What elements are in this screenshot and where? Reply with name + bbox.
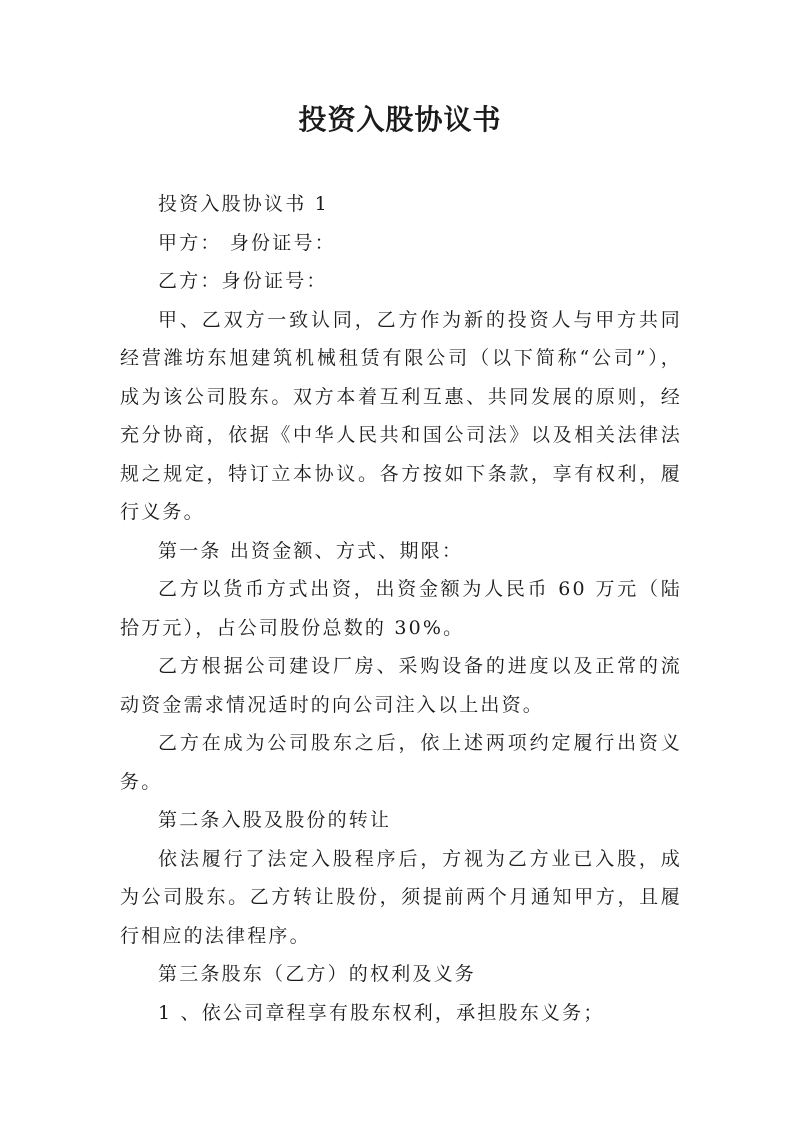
document-title: 投资入股协议书 [298,103,502,136]
article-1-clause-3: 乙方在成为公司股东之后，依上述两项约定履行出资义务。 [120,732,682,793]
article-3-item-1: 1 、依公司章程享有股东权利，承担股东义务； [158,1001,605,1024]
article-3-heading: 第三条股东（乙方）的权利及义务 [158,963,477,985]
document-body [120,185,682,1032]
article-1-heading: 第一条 出资金额、方式、期限： [158,539,464,562]
paragraph-party-a: 甲方： 身份证号： [158,231,336,254]
paragraph-preamble: 甲、乙双方一致认同，乙方作为新的投资人与甲方共同经营潍坊东旭建筑机械租赁有限公司（以下简称“公司”），成为该公司股东。双方本着互利互惠、共同发展的原则，经充分协商，依据《中华人民共和国公司法》以及相关法律法规之规定，特订立本协议。各方按如下条款，享有权利，履行义务。 [120,308,682,523]
article-1-clause-1: 乙方以货币方式出资，出资金额为人民币 60 万元（陆拾万元），占公司股份总数的 30%。 [120,578,682,639]
paragraph-party-b: 乙方：身份证号： [158,270,328,292]
article-1-clause-2: 乙方根据公司建设厂房、采购设备的进度以及正常的流动资金需求情况适时的向公司注入以上出资。 [120,655,682,716]
article-2-heading: 第二条入股及股份的转让 [158,809,392,831]
article-2-clause-1: 依法履行了法定入股程序后，方视为乙方业已入股，成为公司股东。乙方转让股份，须提前两个月通知甲方，且履行相应的法律程序。 [120,847,682,947]
paragraph-heading-ref: 投资入股协议书 1 [158,193,329,215]
